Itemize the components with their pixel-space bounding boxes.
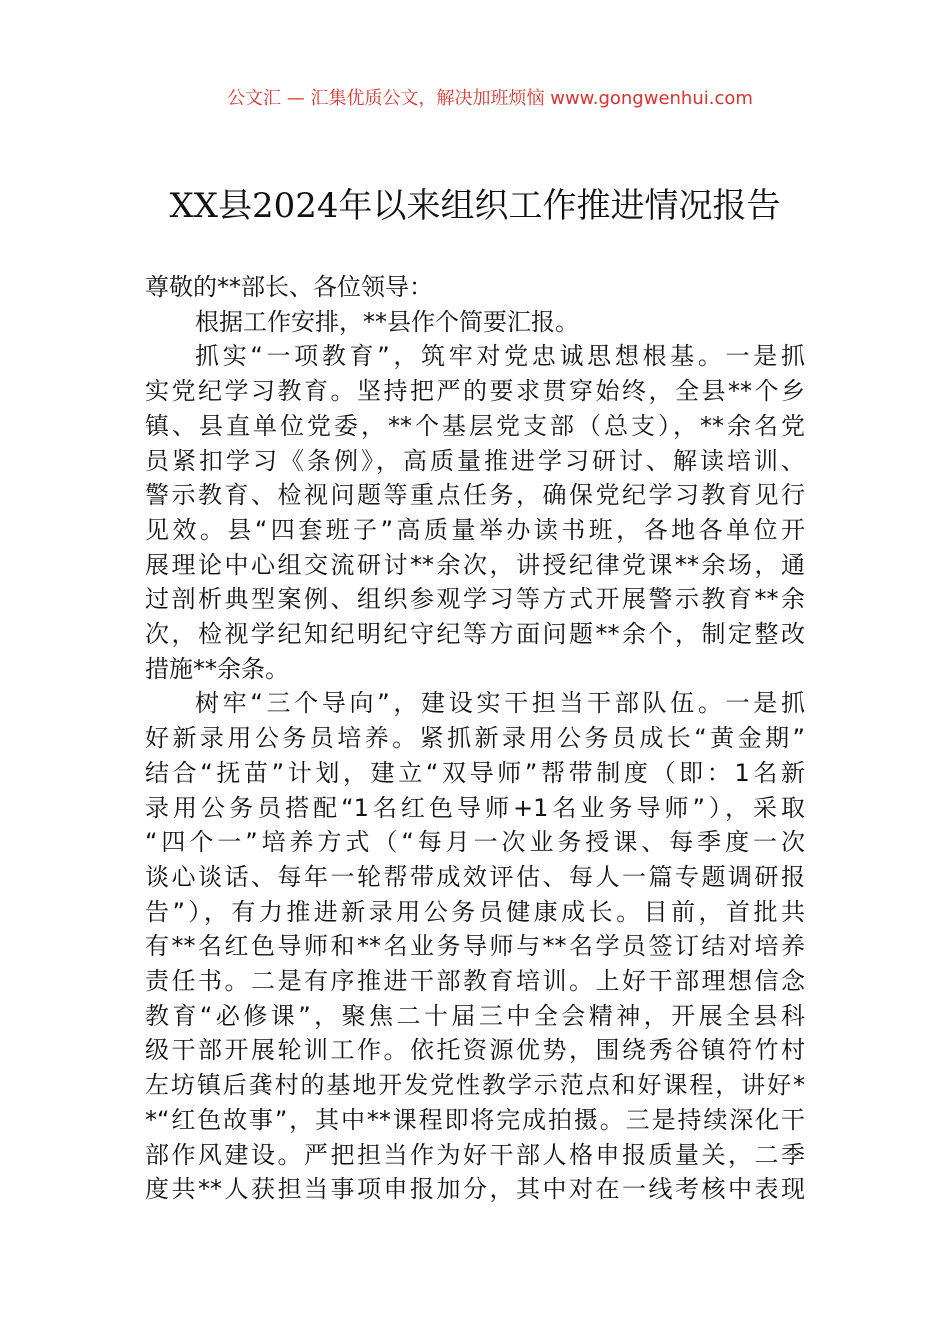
text-line: 教育“必修课”，聚焦二十届三中全会精神，开展全县科 [145,1001,805,1030]
document-title: XX县2024年以来组织工作推进情况报告 [169,186,781,226]
text-line: 镇、县直单位党委，**个基层党支部（总支），**余名党 [145,411,805,440]
text-line: 谈心谈话、每年一轮帮带成效评估、每人一篇专题调研报 [145,862,805,891]
text-line: 部作风建设。严把担当作为好干部人格申报质量关，二季 [145,1140,805,1169]
text-line: 次，检视学纪知纪明纪守纪等方面问题**余个，制定整改 [145,620,805,648]
text-line: 见效。县“四套班子”高质量举办读书班，各地各单位开 [145,515,805,544]
text-line: 实党纪学习教育。坚持把严的要求贯穿始终，全县**个乡 [145,377,805,406]
text-line: 措施**余条。 [145,654,289,683]
text-line: 树牢“三个导向”，建设实干担当干部队伍。一是抓 [195,689,805,718]
text-line: 尊敬的**部长、各位领导： [145,273,433,301]
text-line: 展理论中心组交流研讨**余次，讲授纪律党课**余场，通 [145,550,805,579]
text-line: *“红色故事”，其中**课程即将完成拍摄。三是持续深化干 [145,1105,805,1134]
text-line: 根据工作安排，**县作个简要汇报。 [195,307,579,336]
text-line: 告”），有力推进新录用公务员健康成长。目前，首批共 [145,897,805,926]
text-line: 度共**人获担当事项申报加分，其中对在一线考核中表现 [145,1175,805,1204]
watermark-header: 公文汇 — 汇集优质公文，解决加班烦恼 www.gongwenhui.com [227,88,753,109]
text-line: 好新录用公务员培养。紧抓新录用公务员成长“黄金期” [145,724,805,753]
text-line: 过剖析典型案例、组织参观学习等方式开展警示教育**余 [145,585,805,614]
text-line: 警示教育、检视问题等重点任务，确保党纪学习教育见行 [145,481,805,510]
text-line: 责任书。二是有序推进干部教育培训。上好干部理想信念 [145,967,805,995]
text-line: 有**名红色导师和**名业务导师与**名学员签订结对培养 [145,932,805,961]
text-line: 结合“抚苗”计划，建立“双导师”帮带制度（即：1名新 [145,758,805,787]
text-line: “四个一”培养方式（“每月一次业务授课、每季度一次 [145,828,805,857]
text-line: 员紧扣学习《条例》，高质量推进学习研讨、解读培训、 [145,446,805,475]
text-line: 左坊镇后龚村的基地开发党性教学示范点和好课程，讲好* [145,1071,805,1100]
text-line: 级干部开展轮训工作。依托资源优势，围绕秀谷镇符竹村 [145,1036,805,1065]
text-line: 抓实“一项教育”，筑牢对党忠诚思想根基。一是抓 [195,342,805,371]
text-line: 录用公务员搭配“1名红色导师+1名业务导师”），采取 [145,793,805,822]
